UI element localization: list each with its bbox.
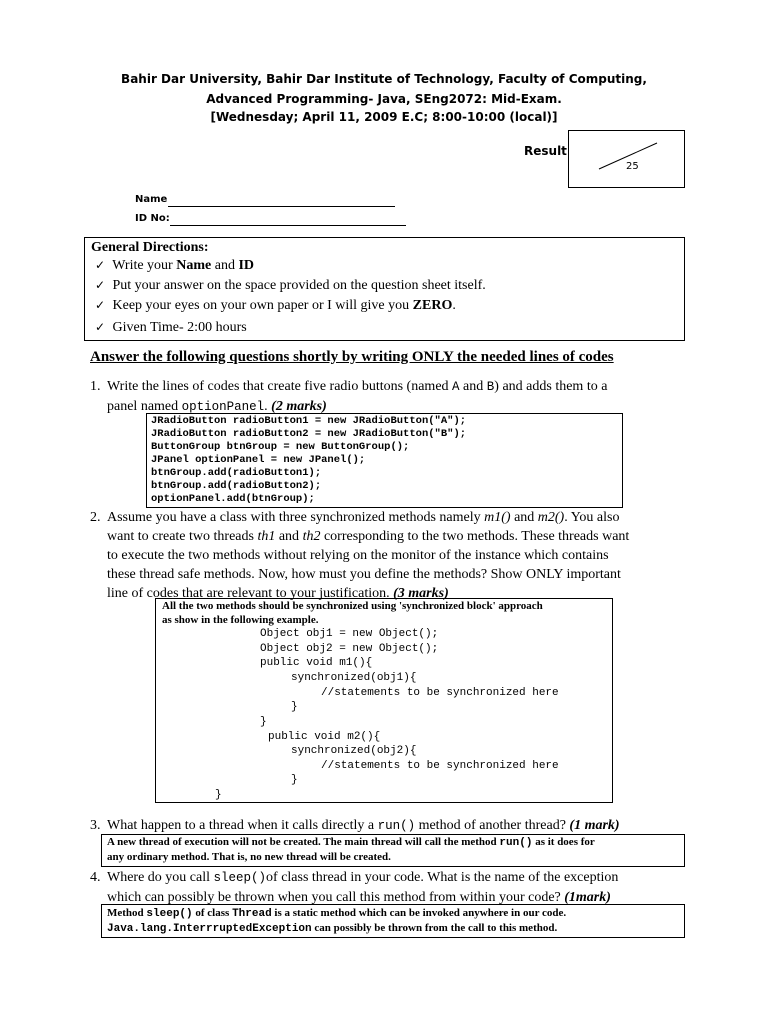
question-text: and [275, 529, 303, 544]
code-line: btnGroup.add(radioButton1); [151, 467, 322, 479]
question-text: . [264, 399, 272, 414]
question-number: 4. [90, 870, 101, 885]
question-emphasis: th2 [302, 529, 321, 544]
answer-code: Thread [232, 908, 272, 920]
code-line: Object obj2 = new Object(); [260, 643, 439, 655]
result-slash-icon [569, 131, 686, 189]
code-line: JPanel optionPanel = new JPanel(); [151, 454, 366, 466]
question-code: B [486, 380, 495, 394]
answer-text: of class [192, 907, 233, 919]
question-text: method of another thread? [415, 818, 570, 833]
question-marks: (1mark) [564, 890, 611, 905]
answer-text: as it does for [532, 836, 595, 848]
exam-header-course: Advanced Programming- Java, SEng2072: Mid-Exam. [206, 92, 562, 106]
direction-item [95, 320, 247, 336]
answer-box-2 [155, 598, 613, 803]
question-text: line of codes that are relevant to your justification. [107, 586, 394, 601]
answer-box-4 [101, 904, 685, 938]
question-text: What happen to a thread when it calls directly a [107, 818, 378, 833]
question-text: want to create two threads [107, 529, 258, 544]
answer-text: Method [107, 907, 147, 919]
question-text: panel named [107, 399, 182, 414]
question-number: 2. [90, 510, 101, 525]
direction-emphasis: Name [176, 258, 212, 273]
direction-item [95, 258, 254, 274]
code-line: //statements to be synchronized here [321, 760, 559, 772]
question-emphasis: m2() [537, 510, 565, 525]
question-text: these thread safe methods. Now, how must you define the methods? Show ONLY important [107, 567, 621, 582]
direction-emphasis: ID [238, 258, 255, 273]
question-2 [90, 508, 690, 603]
result-total: 25 [626, 161, 639, 172]
question-marks: (3 marks) [393, 586, 449, 601]
direction-item [95, 298, 456, 314]
instruction-heading: Answer the following questions shortly by writing ONLY the needed lines of codes [90, 349, 614, 365]
code-line: } [291, 701, 298, 713]
direction-emphasis: ZERO [412, 298, 453, 313]
exam-header-institution: Bahir Dar University, Bahir Dar Institute of Technology, Faculty of Computing, [121, 72, 647, 86]
answer-code: Java.lang.InterrruptedException [107, 923, 312, 935]
exam-header-date: [Wednesday; April 11, 2009 E.C; 8:00-10:00 (local)] [210, 110, 558, 124]
checkmark-icon: ✓ [95, 258, 106, 272]
direction-text: Given Time- 2:00 hours [112, 320, 247, 335]
answer-text: A new thread of execution will not be created. The main thread will call the method [107, 836, 500, 848]
question-text: Assume you have a class with three synchronized methods namely [107, 510, 485, 525]
id-label: ID No: [135, 213, 170, 224]
question-text: corresponding to the two methods. These threads want [320, 529, 630, 544]
code-line: public void m1(){ [260, 657, 373, 669]
code-line: synchronized(obj2){ [291, 745, 417, 757]
answer-text: any ordinary method. That is, no new thread will be created. [107, 851, 391, 863]
name-field[interactable] [168, 206, 395, 207]
code-line: //statements to be synchronized here [321, 687, 559, 699]
code-line: public void m2(){ [268, 731, 381, 743]
checkmark-icon: ✓ [95, 278, 106, 292]
question-emphasis: m1() [484, 510, 511, 525]
question-text: which can possibly be thrown when you call this method from within your code? [107, 890, 565, 905]
question-text: of class thread in your code. What is the name of the exception [266, 870, 619, 885]
direction-text: Put your answer on the space provided on the question sheet itself. [112, 278, 486, 293]
code-line: Object obj1 = new Object(); [260, 628, 439, 640]
name-label: Name [135, 194, 168, 205]
answer-text: as show in the following example. [162, 614, 319, 626]
question-code: A [452, 380, 460, 394]
question-text: to execute the two methods without relying on the monitor of the instance which contains [107, 548, 609, 563]
general-directions-box [84, 237, 685, 341]
question-text: Write the lines of codes that create five radio buttons (named [107, 379, 453, 394]
id-field[interactable] [170, 225, 406, 226]
answer-text: is a static method which can be invoked anywhere in our code. [271, 907, 567, 919]
question-emphasis: th1 [257, 529, 276, 544]
answer-code: run() [499, 837, 533, 849]
question-code: optionPanel [181, 400, 265, 414]
direction-text: and [211, 258, 239, 273]
question-text: Where do you call [107, 870, 214, 885]
code-line: JRadioButton radioButton2 = new JRadioButton("B"); [151, 428, 467, 440]
question-1 [90, 377, 690, 417]
question-text: ) and adds them to a [494, 379, 608, 394]
result-label: Result [524, 144, 567, 158]
question-4 [90, 868, 690, 908]
code-line: JRadioButton radioButton1 = new JRadioButton("A"); [151, 415, 467, 427]
answer-box-3 [101, 834, 685, 867]
code-line: } [260, 716, 267, 728]
direction-text: . [452, 298, 456, 313]
code-line: ButtonGroup btnGroup = new ButtonGroup(); [151, 441, 410, 453]
question-text: . You also [564, 510, 620, 525]
code-line: synchronized(obj1){ [291, 672, 417, 684]
answer-text: All the two methods should be synchronized using 'synchronized block' approach [162, 600, 543, 612]
direction-item [95, 278, 486, 294]
directions-title: General Directions: [91, 240, 209, 255]
question-marks: (2 marks) [271, 399, 327, 414]
code-line: } [291, 774, 298, 786]
direction-text: Write your [112, 258, 177, 273]
question-text: and [459, 379, 487, 394]
result-box [568, 130, 685, 188]
answer-text: can possibly be thrown from the call to this method. [311, 922, 558, 934]
question-number: 3. [90, 818, 101, 833]
question-number: 1. [90, 379, 101, 394]
question-3 [90, 816, 690, 836]
question-text: and [510, 510, 538, 525]
answer-code: sleep() [146, 908, 193, 920]
question-code: sleep() [213, 871, 267, 885]
checkmark-icon: ✓ [95, 320, 106, 334]
code-line: } [215, 789, 222, 801]
question-code: run() [377, 819, 416, 833]
question-marks: (1 mark) [569, 818, 620, 833]
code-line: btnGroup.add(radioButton2); [151, 480, 322, 492]
code-line: optionPanel.add(btnGroup); [151, 493, 315, 505]
answer-box-1 [146, 413, 623, 508]
checkmark-icon: ✓ [95, 298, 106, 312]
direction-text: Keep your eyes on your own paper or I will give you [112, 298, 413, 313]
